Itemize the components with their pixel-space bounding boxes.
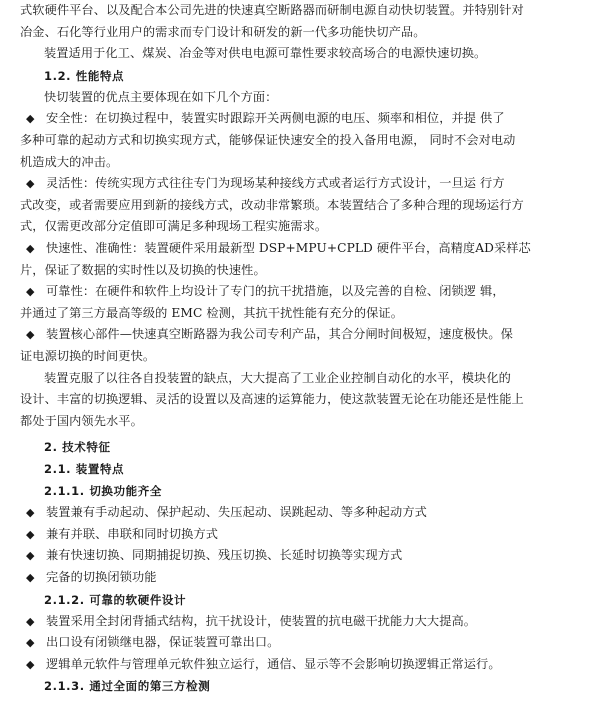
bullet-text: 灵活性：传统实现方式往往专门为现场某种接线方式或者运行方式设计，一旦运 行方 bbox=[46, 176, 505, 191]
list-item bbox=[20, 632, 579, 654]
text-line: 装置适用于化工、煤炭、冶金等对供电电源可靠性要求较高场合的电源快速切换。 bbox=[44, 46, 487, 61]
diamond-bullet-icon: ◆ bbox=[26, 241, 35, 255]
diamond-bullet-icon: ◆ bbox=[26, 614, 35, 628]
list-item bbox=[20, 611, 579, 633]
text-line: 冶金、石化等行业用户的需求而专门设计和研发的新一代多功能快切产品。 bbox=[20, 24, 426, 39]
list-item-text: 兼有快速切换、同期捕捉切换、残压切换、长延时切换等实现方式 bbox=[46, 548, 403, 563]
bullet-line bbox=[20, 238, 579, 260]
diamond-bullet-icon: ◆ bbox=[26, 571, 35, 585]
diamond-bullet-icon: ◆ bbox=[26, 112, 35, 126]
list-item bbox=[20, 654, 579, 676]
diamond-bullet-icon: ◆ bbox=[26, 506, 35, 520]
diamond-bullet-icon: ◆ bbox=[26, 177, 35, 191]
diamond-bullet-icon: ◆ bbox=[26, 549, 35, 563]
bullet-line bbox=[20, 108, 579, 130]
list-item bbox=[20, 567, 579, 589]
bullet-text: 安全性：在切换过程中，装置实时跟踪开关两侧电源的电压、频率和相位，并提 供了 bbox=[46, 111, 505, 126]
bullet-line bbox=[20, 324, 579, 346]
list-item-text: 兼有并联、串联和同时切换方式 bbox=[46, 526, 219, 541]
text-line: 都处于国内领先水平。 bbox=[20, 413, 143, 428]
list-item-text: 出口设有闭锁继电器，保证装置可靠出口。 bbox=[46, 635, 280, 650]
bullet-line bbox=[20, 281, 579, 303]
list-item bbox=[20, 502, 579, 524]
diamond-bullet-icon: ◆ bbox=[26, 527, 35, 541]
list-item-text: 装置兼有手动起动、保护起动、失压起动、误跳起动、等多种起动方式 bbox=[46, 505, 427, 520]
text-line: 式改变，或者需要应用到新的接线方式，改动非常繁琐。本装置结合了多种合理的现场运行方 bbox=[20, 197, 524, 212]
section-heading: 2.1.1. 切换功能齐全 bbox=[44, 484, 162, 499]
section-heading: 1.2. 性能特点 bbox=[44, 68, 125, 83]
list-item-text: 完备的切换闭锁功能 bbox=[46, 570, 157, 585]
bullet-line bbox=[20, 173, 579, 195]
list-item-text: 装置采用全封闭背插式结构，抗干扰设计，使装置的抗电磁干扰能力大大提高。 bbox=[46, 613, 477, 628]
section-heading: 2.1.3. 通过全面的第三方检测 bbox=[44, 679, 211, 694]
diamond-bullet-icon: ◆ bbox=[26, 657, 35, 671]
diamond-bullet-icon: ◆ bbox=[26, 636, 35, 650]
text-line: 并通过了第三方最高等级的 EMC 检测，其抗干扰性能有充分的保证。 bbox=[20, 305, 403, 320]
text-line: 快切装置的优点主要体现在如下几个方面： bbox=[44, 89, 278, 104]
text-line: 片，保证了数据的实时性以及切换的快速性。 bbox=[20, 262, 266, 277]
diamond-bullet-icon: ◆ bbox=[26, 285, 35, 299]
list-item-text: 逻辑单元软件与管理单元软件独立运行，通信、显示等不会影响切换逻辑正常运行。 bbox=[46, 656, 501, 671]
text-line: 式，仅需更改部分定值即可满足多种现场工程实施需求。 bbox=[20, 219, 328, 234]
section-heading: 2. 技术特征 bbox=[44, 440, 111, 455]
text-line: 机造成大的冲击。 bbox=[20, 154, 119, 169]
text-line: 证电源切换的时间更快。 bbox=[20, 348, 156, 363]
section-heading: 2.1.2. 可靠的软硬件设计 bbox=[44, 592, 187, 607]
text-line: 设计、丰富的切换逻辑、灵活的设置以及高速的运算能力，使这款装置无论在功能还是性能上 bbox=[20, 392, 524, 407]
list-item bbox=[20, 524, 579, 546]
text-line: 式软硬件平台、以及配合本公司先进的快速真空断路器而研制电源自动快切装置。并特别针对 bbox=[20, 3, 524, 17]
bullet-text: 可靠性：在硬件和软件上均设计了专门的抗干扰措施，以及完善的自检、闭锁逻 辑， bbox=[46, 284, 505, 299]
section-heading: 2.1. 装置特点 bbox=[44, 462, 125, 477]
list-item bbox=[20, 545, 579, 567]
text-line: 多种可靠的起动方式和切换实现方式，能够保证快速安全的投入备用电源， 同时不会对电动 bbox=[20, 132, 516, 147]
diamond-bullet-icon: ◆ bbox=[26, 328, 35, 342]
bullet-text: 快速性、准确性：装置硬件采用最新型 DSP+MPU+CPLD 硬件平台，高精度AD采样芯 bbox=[46, 240, 531, 255]
bullet-text: 装置核心部件—快速真空断路器为我公司专利产品，其合分闸时间极短，速度极快。保 bbox=[46, 327, 513, 342]
text-line: 装置克服了以往各自投装置的缺点，大大提高了工业企业控制自动化的水平，模块化的 bbox=[44, 370, 511, 385]
